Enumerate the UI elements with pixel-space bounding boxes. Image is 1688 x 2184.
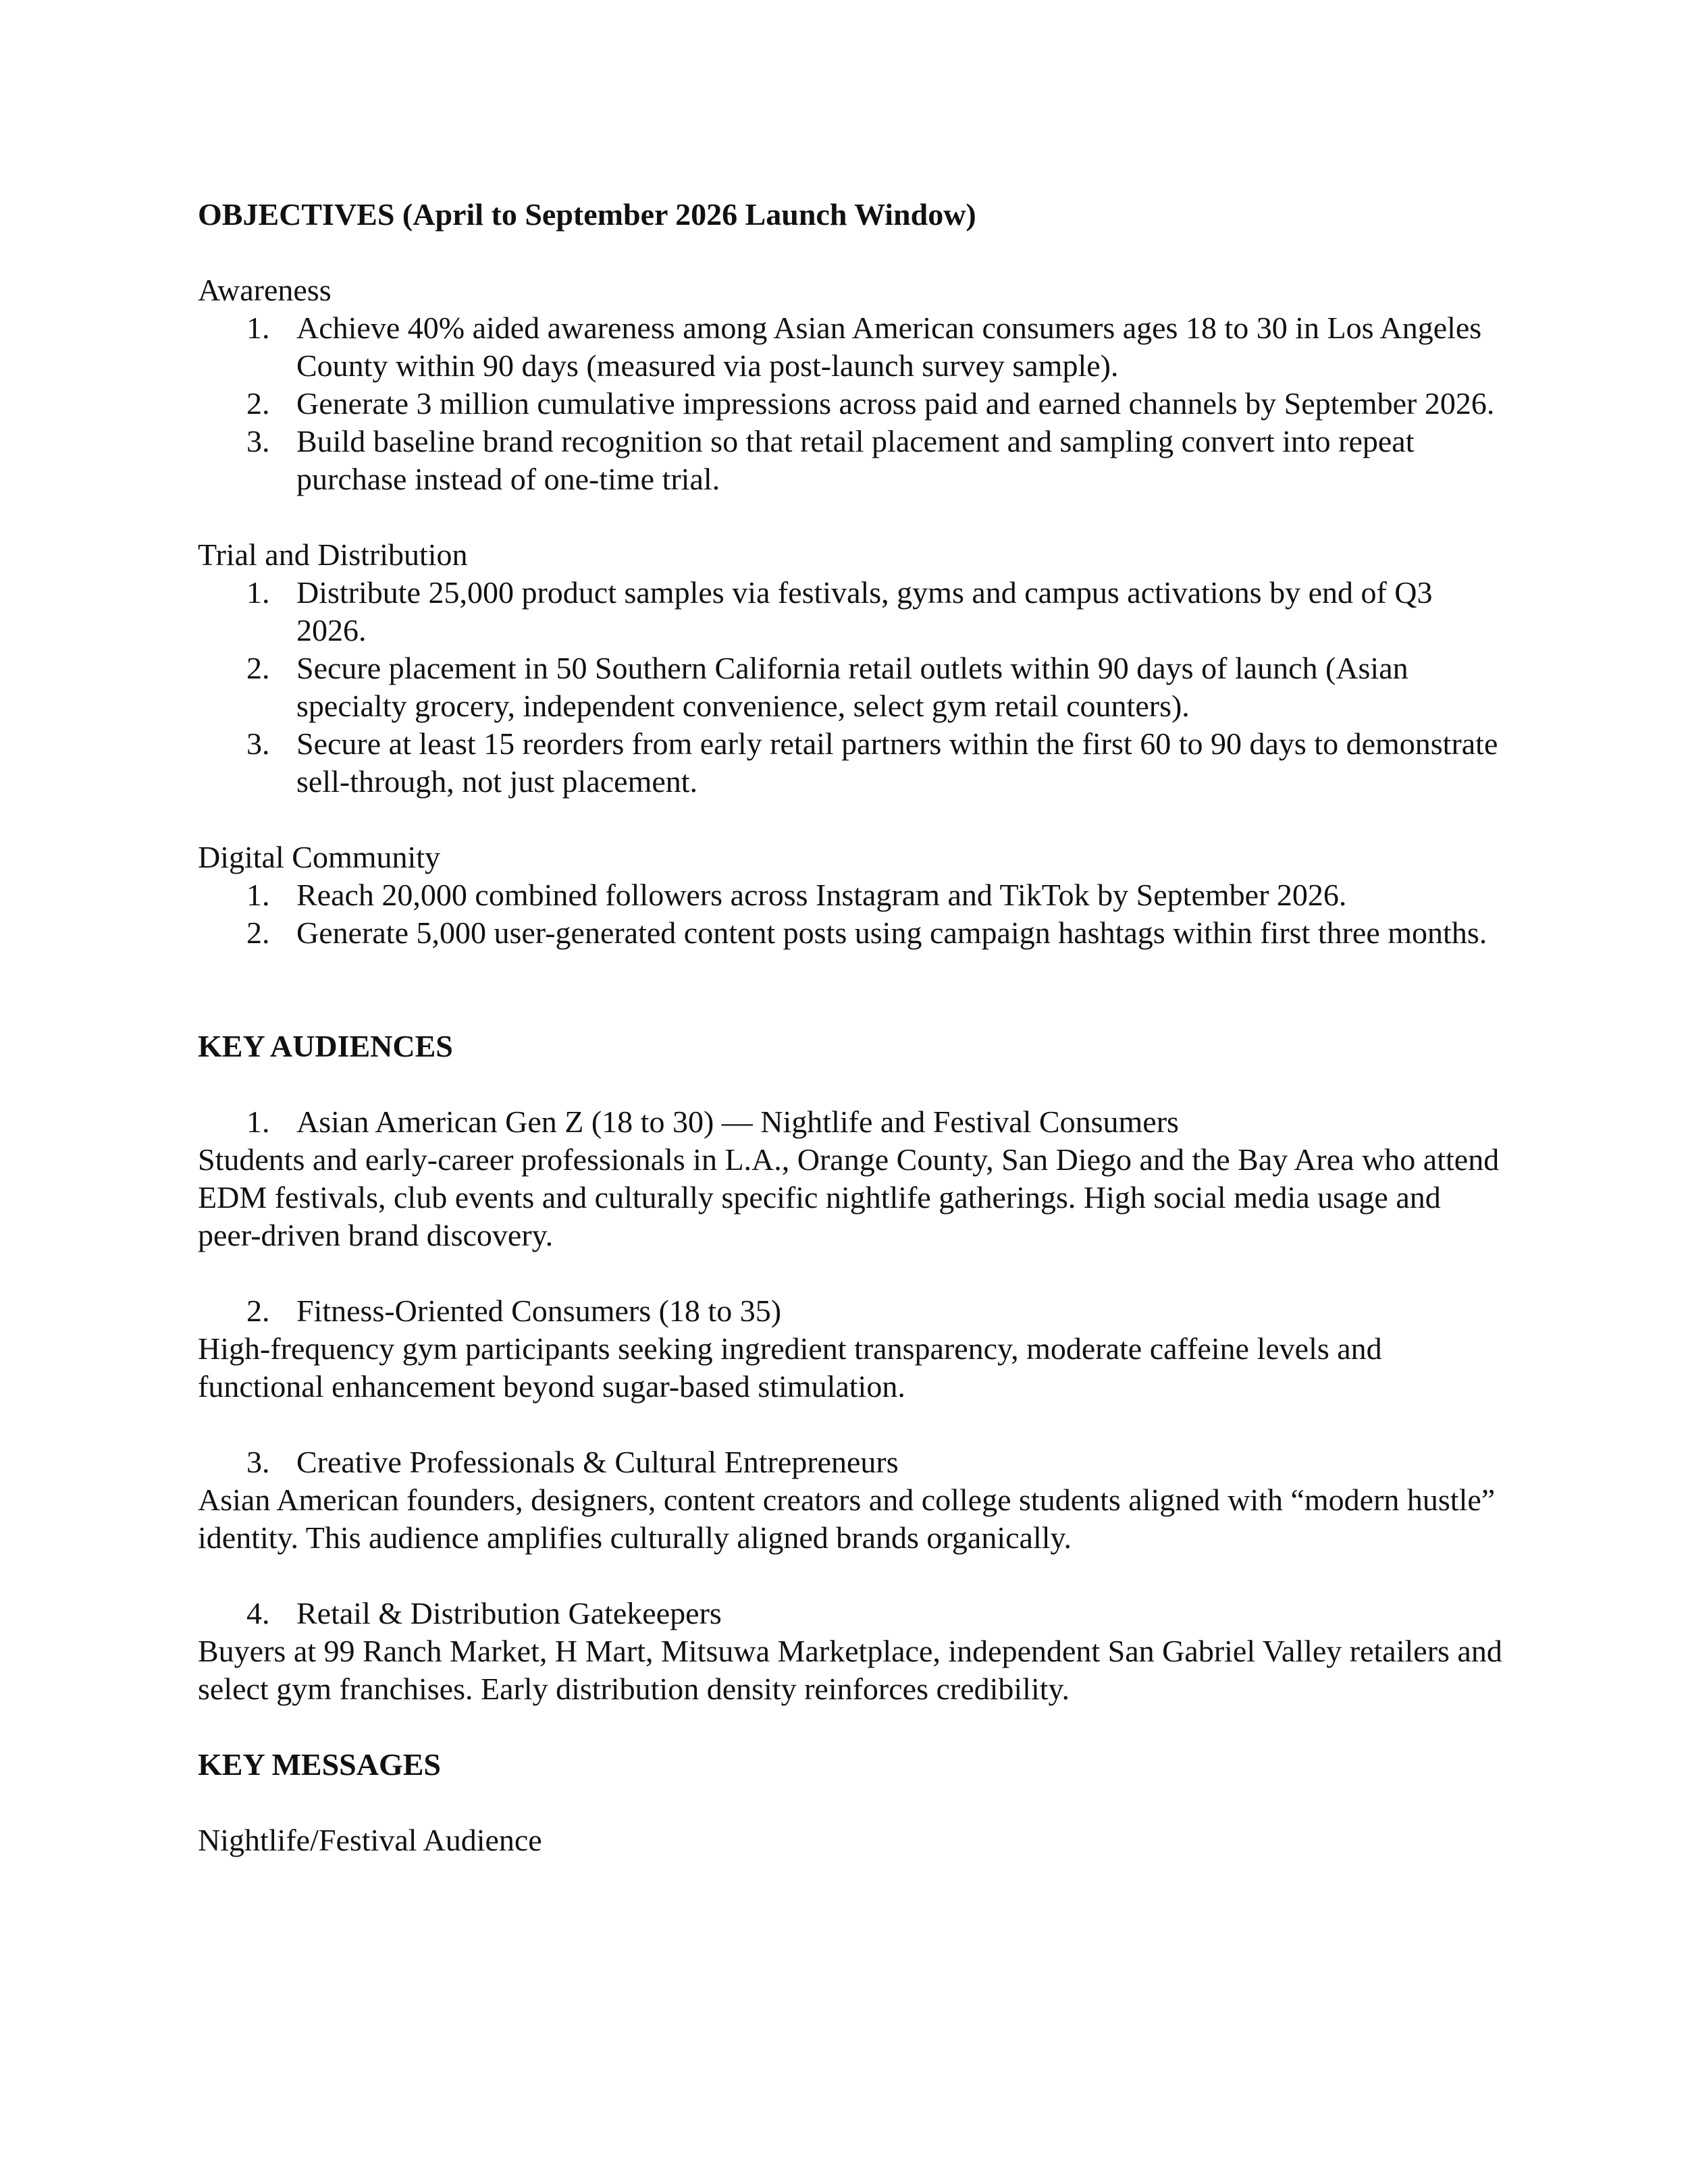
audience-title-list <box>198 1292 1508 1330</box>
list-item: 1. Reach 20,000 combined followers across Instagram and TikTok by September 2026. <box>246 878 1347 912</box>
audience-description: Students and early-career professionals in L.A., Orange County, San Diego and the Bay Area who attend EDM festivals, club events and culturally specific nightlife gatherings. High social media usage and peer-driven brand discovery. <box>198 1142 1500 1252</box>
section-title-trial: Trial and Distribution <box>198 537 468 572</box>
audience-description: High-frequency gym participants seeking ingredient transparency, moderate caffeine levels and functional enhancement beyond sugar-based stimulation. <box>198 1331 1382 1404</box>
list-item: 4. Retail & Distribution Gatekeepers <box>246 1596 722 1630</box>
list-item: 3. Creative Professionals & Cultural Entrepreneurs <box>246 1445 899 1479</box>
list-item: 1. Asian American Gen Z (18 to 30) — Nightlife and Festival Consumers <box>246 1104 1179 1139</box>
list-item: 2. Secure placement in 50 Southern California retail outlets within 90 days of launch (Asian specialty grocery, independent convenience, select gym retail counters). <box>246 651 1408 723</box>
audience-title-list <box>198 1443 1508 1481</box>
list-item: 3. Build baseline brand recognition so that retail placement and sampling convert into repeat purchase instead of one-time trial. <box>246 424 1415 496</box>
messages-subheading: Nightlife/Festival Audience <box>198 1823 542 1857</box>
list-item: 1. Distribute 25,000 product samples via festivals, gyms and campus activations by end of Q3 2026. <box>246 575 1433 647</box>
digital-list <box>198 876 1508 952</box>
audience-title-list <box>198 1103 1508 1141</box>
section-title-digital: Digital Community <box>198 840 441 874</box>
list-item: 3. Secure at least 15 reorders from early retail partners within the first 60 to 90 days to demonstrate sell-through, not just placement. <box>246 726 1498 799</box>
document-page <box>198 196 1508 1859</box>
messages-heading: KEY MESSAGES <box>198 1747 442 1782</box>
list-item: 2. Generate 5,000 user-generated content posts using campaign hashtags within first three months. <box>246 915 1487 950</box>
list-item: 1. Achieve 40% aided awareness among Asian American consumers ages 18 to 30 in Los Angeles County within 90 days (measured via post-launch survey sample). <box>246 311 1482 383</box>
awareness-list <box>198 309 1508 498</box>
section-title-awareness: Awareness <box>198 273 332 307</box>
objectives-heading: OBJECTIVES (April to September 2026 Launch Window) <box>198 197 976 232</box>
audience-title-list <box>198 1595 1508 1632</box>
list-item: 2. Fitness-Oriented Consumers (18 to 35) <box>246 1294 782 1328</box>
audiences-heading: KEY AUDIENCES <box>198 1029 453 1063</box>
list-item: 2. Generate 3 million cumulative impressions across paid and earned channels by September 2026. <box>246 386 1495 421</box>
audience-description: Buyers at 99 Ranch Market, H Mart, Mitsuwa Marketplace, independent San Gabriel Valley retailers and select gym franchises. Early distribution density reinforces credibility. <box>198 1634 1502 1706</box>
trial-list <box>198 574 1508 801</box>
audience-description: Asian American founders, designers, content creators and college students aligned with “modern hustle” identity. This audience amplifies culturally aligned brands organically. <box>198 1483 1496 1555</box>
